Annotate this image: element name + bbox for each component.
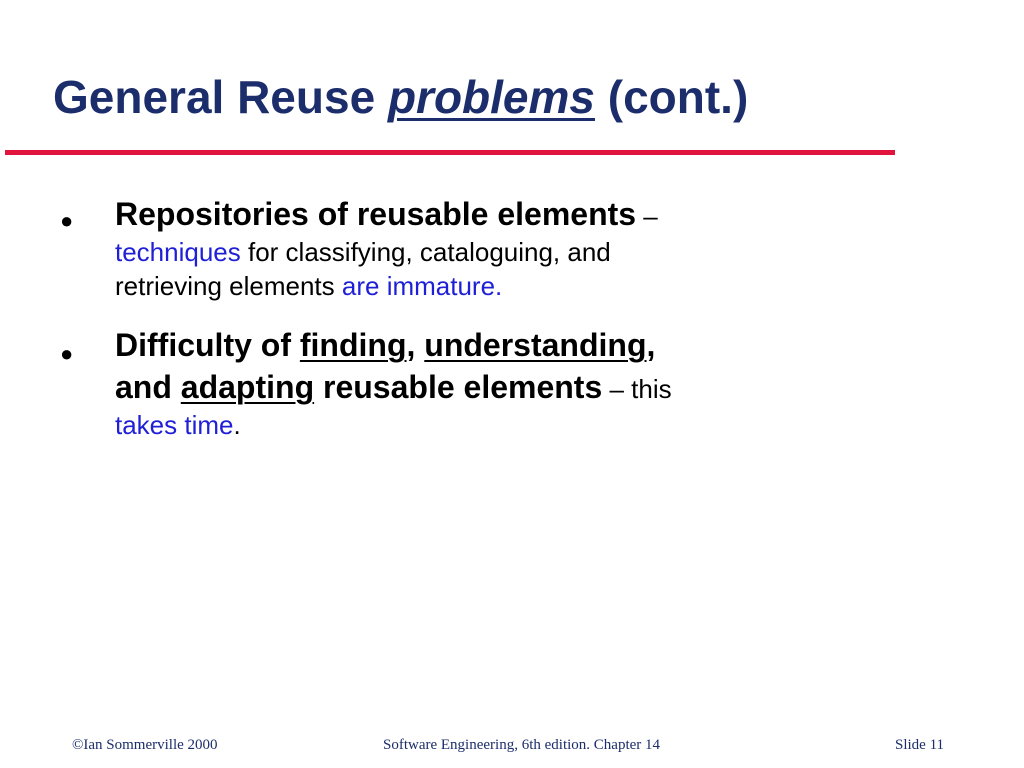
bullet-text xyxy=(115,193,855,303)
title-emphasis: problems xyxy=(387,71,595,123)
bullet-text xyxy=(115,324,855,442)
title-prefix: General Reuse xyxy=(53,71,388,123)
bullet-heading: Repositories of reusable elements xyxy=(115,196,637,232)
bullet-heading: and xyxy=(115,369,181,405)
bullet-line xyxy=(115,269,855,303)
title-suffix: (cont.) xyxy=(594,71,749,123)
highlight-text: are immature. xyxy=(341,271,503,301)
body-text: retrieving elements xyxy=(115,271,342,301)
punctuation: , xyxy=(646,327,656,363)
footer-book-title: Software Engineering, 6th edition. Chapter 14 xyxy=(383,737,661,753)
underlined-keyword: finding xyxy=(299,327,407,363)
bullet-line xyxy=(115,366,855,408)
bullet-line xyxy=(115,235,855,269)
bullet-dot-icon: ● xyxy=(60,341,74,366)
bullet-line xyxy=(115,193,855,235)
highlight-text: takes time xyxy=(115,410,234,440)
bullet-dot-icon: ● xyxy=(60,208,74,233)
title-underline-rule xyxy=(5,150,895,155)
dash: – xyxy=(602,374,632,404)
footer-slide-number: Slide 11 xyxy=(895,737,945,753)
body-text: . xyxy=(233,410,241,440)
bullet-line xyxy=(115,408,855,442)
body-text: for classifying, cataloguing, and xyxy=(240,237,611,267)
punctuation: , xyxy=(406,327,425,363)
bullet-line xyxy=(115,324,855,366)
bullet-heading: reusable elements xyxy=(314,369,603,405)
bullet-heading: Difficulty of xyxy=(115,327,300,363)
underlined-keyword: adapting xyxy=(180,369,315,405)
body-text: this xyxy=(631,374,672,404)
footer-copyright: ©Ian Sommerville 2000 xyxy=(72,737,218,753)
underlined-keyword: understanding xyxy=(424,327,647,363)
highlight-text: techniques xyxy=(115,237,241,267)
slide-title xyxy=(53,72,748,123)
dash: – xyxy=(636,201,658,231)
